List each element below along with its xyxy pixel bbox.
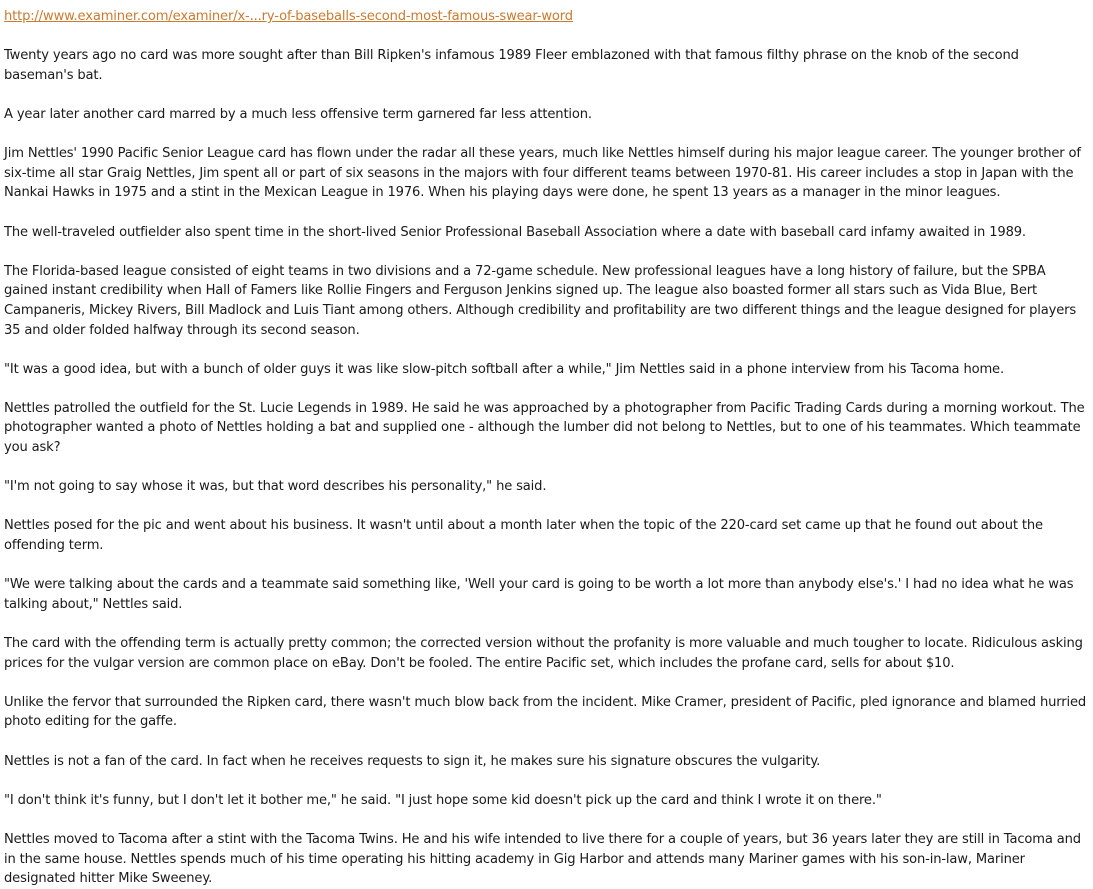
- article-paragraph: "It was a good idea, but with a bunch of older guys it was like slow-pitch softball after a while," Jim Nettles said in a phone interview from his Tacoma home.: [4, 361, 1004, 377]
- article-paragraph: Nettles posed for the pic and went about his business. It wasn't until about a month later when the topic of the 220-card set came up that he found out about the offending term.: [4, 518, 1043, 554]
- article-paragraph: A year later another card marred by a much less offensive term garnered far less attention.: [4, 106, 592, 122]
- article-paragraph: Nettles moved to Tacoma after a stint with the Tacoma Twins. He and his wife intended to live there for a couple of years, but 36 years later they are still in Tacoma and in the same house. Nettles spends much of his time operating his hitting academy in Gig Harbor and attends many Mariner games with his son-in-law, Mariner designated hitter Mike Sweeney.: [4, 831, 1081, 887]
- article-paragraph: Jim Nettles' 1990 Pacific Senior League card has flown under the radar all these years, much like Nettles himself during his major league career. The younger brother of six-time all star Graig Nettles, Jim spent all or part of six seasons in the majors with four different teams between 1970-81. His career includes a stop in Japan with the Nankai Hawks in 1975 and a stint in the Mexican League in 1976. When his playing days were done, he spent 13 years as a manager in the minor leagues.: [4, 146, 1081, 201]
- article-paragraph: "We were talking about the cards and a teammate said something like, 'Well your card is going to be worth a lot more than anybody else's.' I had no idea what he was talking about," Nettles said.: [4, 577, 1074, 612]
- article-paragraph: The card with the offending term is actually pretty common; the corrected version without the profanity is more valuable and much tougher to locate. Ridiculous asking prices for the vulgar version are common place on eBay. Don't be fooled. The entire Pacific set, which includes the profane card, sells for about $10.: [4, 636, 1083, 671]
- article-paragraph: The Florida-based league consisted of eight teams in two divisions and a 72-game schedule. New professional leagues have a long history of failure, but the SPBA gained instant credibility when Hall of Famers like Rollie Fingers and Ferguson Jenkins signed up. The league also boasted former all stars such as Vida Blue, Bert Campaneris, Mickey Rivers, Bill Madlock and Luis Tiant among others. Although credibility and profitability are two different things and the league designed for players 35 and older folded halfway through its second season.: [4, 263, 1077, 338]
- article-paragraph: The well-traveled outfielder also spent time in the short-lived Senior Professional Baseball Association where a date with baseball card infamy awaited in 1989.: [4, 224, 1026, 240]
- article-paragraph: Nettles is not a fan of the card. In fact when he receives requests to sign it, he makes sure his signature obscures the vulgarity.: [4, 753, 821, 769]
- article-paragraph: "I'm not going to say whose it was, but that word describes his personality," he said.: [4, 479, 547, 495]
- article-paragraph: Nettles patrolled the outfield for the St. Lucie Legends in 1989. He said he was approached by a photographer from Pacific Trading Cards during a morning workout. The photographer wanted a photo of Nettles holding a bat and supplied one - although the lumber did not belong to Nettles, but to one of his teammates. Which teammate you ask?: [4, 400, 1085, 456]
- article-paragraph: Unlike the fervor that surrounded the Ripken card, there wasn't much blow back from the incident. Mike Cramer, president of Pacific, pled ignorance and blamed hurried photo editing for the gaffe.: [4, 694, 1087, 730]
- source-link-line: [4, 7, 1089, 27]
- article-paragraph: Twenty years ago no card was more sought after than Bill Ripken's infamous 1989 Fleer emblazoned with that famous filthy phrase on the knob of the second baseman's bat.: [4, 48, 1019, 83]
- article-paragraph: "I don't think it's funny, but I don't let it bother me," he said. "I just hope some kid doesn't pick up the card and think I wrote it on there.": [4, 792, 882, 808]
- source-link[interactable]: http://www.examiner.com/examiner/x-...ry-of-baseballs-second-most-famous-swear-word: [4, 9, 573, 24]
